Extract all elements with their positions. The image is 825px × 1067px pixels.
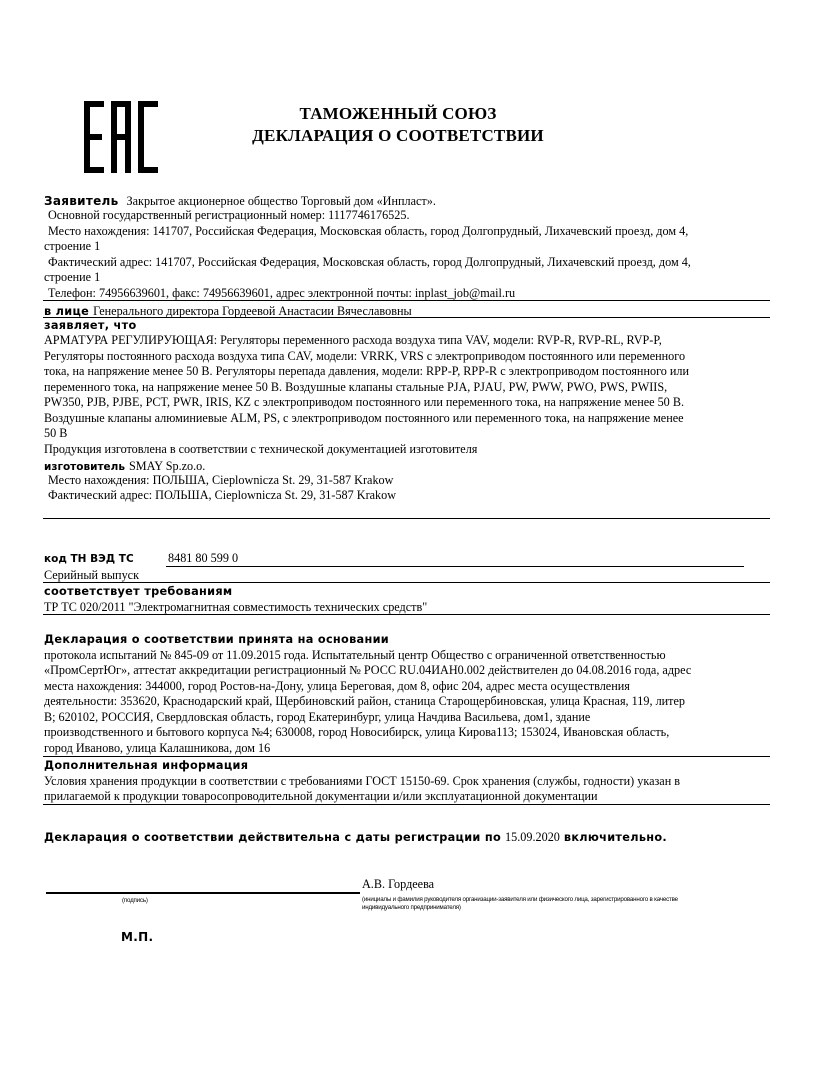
produced-per-docs: Продукция изготовлена в соответствии с технической документацией изготовителя: [44, 442, 478, 456]
applicant-location-line1: Место нахождения: 141707, Российская Федерация, Московская область, город Долгопрудный, Лихачевский проезд, дом 4,: [48, 224, 689, 238]
product-line: Регуляторы постоянного расхода воздуха типа CAV, модели: VRRK, VRS с электроприводом постоянного или переменного: [44, 349, 686, 363]
applicant-actual-line2: строение 1: [44, 270, 101, 284]
name-caption-line1: (инициалы и фамилия руководителя организации-заявителя или физического лица, зарегистрированного в качестве: [362, 896, 678, 903]
declares-label: заявляет, что: [44, 319, 137, 332]
title-declaration: ДЕКЛАРАЦИЯ О СООТВЕТСТВИИ: [252, 126, 544, 145]
product-line: АРМАТУРА РЕГУЛИРУЮЩАЯ: Регуляторы переменного расхода воздуха типа VAV, модели: RVP-R, RVP-RL, RVP-P,: [44, 333, 662, 347]
hs-code-value: 8481 80 599 0: [168, 551, 239, 565]
divider: [166, 566, 744, 567]
basis-line: протокола испытаний № 845-09 от 11.09.2015 года. Испытательный центр Общество с ограниченной ответственностью: [44, 648, 666, 662]
additional-label: Дополнительная информация: [44, 759, 249, 772]
basis-line: город Иваново, улица Калашникова, дом 16: [44, 741, 271, 755]
divider: [43, 756, 770, 757]
represented-by-value: Генерального директора Гордеевой Анастасии Вячеславовны: [93, 304, 412, 318]
validity-row: [44, 828, 667, 846]
represented-by-label: в лице: [44, 305, 90, 318]
basis-line: производственного и бытового корпуса №4; 630008, город Новосибирск, улица Кирова113; 153024, Ивановская область,: [44, 725, 670, 739]
product-line: переменного тока, на напряжение менее 50 В. Воздушные клапаны стальные PJA, PJAU, PW, PWW, PWO, PWS, PWIIS,: [44, 380, 668, 394]
manufacturer-label: изготовитель: [44, 461, 125, 473]
title-customs-union: ТАМОЖЕННЫЙ СОЮЗ: [299, 104, 497, 123]
product-line: тока, на напряжение менее 50 В. Регуляторы перепада давления, модели: RPP-P, RPP-R с электроприводом постоянного или: [44, 364, 690, 378]
stamp-placeholder: М.П.: [121, 930, 154, 944]
manufacturer-actual: Фактический адрес: ПОЛЬША, Cieplownicza St. 29, 31-587 Krakow: [48, 488, 397, 502]
name-caption-line2: индивидуального предпринимателя): [362, 904, 461, 911]
additional-line: Условия хранения продукции в соответствии с требованиями ГОСТ 15150-69. Срок хранения (службы, годности) указан в: [44, 774, 681, 788]
divider: [43, 300, 770, 301]
product-line: 50 В: [44, 426, 68, 440]
applicant-actual-line1: Фактический адрес: 141707, Российская Федерация, Московская область, город Долгопрудный, Лихачевский проезд, дом 4,: [48, 255, 691, 269]
basis-label: Декларация о соответствии принята на основании: [44, 633, 390, 646]
eac-logo-icon: [84, 101, 158, 173]
conforms-value: ТР ТС 020/2011 "Электромагнитная совместимость технических средств": [44, 600, 428, 614]
divider: [43, 614, 770, 615]
manufacturer-location: Место нахождения: ПОЛЬША, Cieplownicza St. 29, 31-587 Krakow: [48, 473, 394, 487]
manufacturer-name: SMAY Sp.zo.o.: [129, 459, 206, 473]
basis-line: «ПромСертЮг», аттестат аккредитации регистрационный № РОСС RU.04ИАН0.002 действителен до 04.08.2016 года, адрес: [44, 663, 692, 677]
divider: [43, 518, 770, 519]
signature-caption: (подпись): [122, 897, 148, 904]
basis-line: деятельности: 353620, Краснодарский край, Щербиновский район, станица Старощербиновская, улица Красная, 119, литер: [44, 694, 685, 708]
signer-name: А.В. Гордеева: [362, 877, 435, 891]
applicant-label: Заявитель: [44, 194, 119, 208]
applicant-name: Закрытое акционерное общество Торговый дом «Инпласт».: [126, 194, 436, 208]
additional-line: прилагаемой к продукции товаросопроводительной документации и/или эксплуатационной документации: [44, 789, 598, 803]
production-type: Серийный выпуск: [44, 568, 139, 582]
hs-code-label: код ТН ВЭД ТС: [44, 553, 134, 565]
applicant-ogrn: Основной государственный регистрационный номер: 1117746176525.: [48, 208, 410, 222]
basis-line: В; 620102, РОССИЯ, Свердловская область, город Екатеринбург, улица Начдива Васильева, дом1, здание: [44, 710, 591, 724]
product-line: Воздушные клапаны алюминиевые ALM, PS, с электроприводом постоянного или переменного тока, на напряжение менее: [44, 411, 684, 425]
basis-line: места нахождения: 344000, город Ростов-на-Дону, улица Береговая, дом 8, офис 204, адрес места осуществления: [44, 679, 630, 693]
divider: [43, 582, 770, 583]
applicant-contacts: Телефон: 74956639601, факс: 74956639601, адрес электронной почты: inplast_job@mail.ru: [48, 286, 516, 300]
divider: [43, 804, 770, 805]
divider: [43, 317, 770, 318]
product-line: PW350, PJB, PJBE, PCT, PWR, IRIS, KZ с электроприводом постоянного или переменного тока, на напряжение менее 50 В.: [44, 395, 684, 409]
validity-prefix: Декларация о соответствии действительна с даты регистрации по: [44, 831, 502, 844]
validity-date: 15.09.2020: [505, 830, 560, 844]
validity-suffix: включительно.: [563, 831, 668, 844]
applicant-location-line2: строение 1: [44, 239, 101, 253]
conforms-label: соответствует требованиям: [44, 585, 233, 598]
signature-line: [46, 892, 360, 894]
